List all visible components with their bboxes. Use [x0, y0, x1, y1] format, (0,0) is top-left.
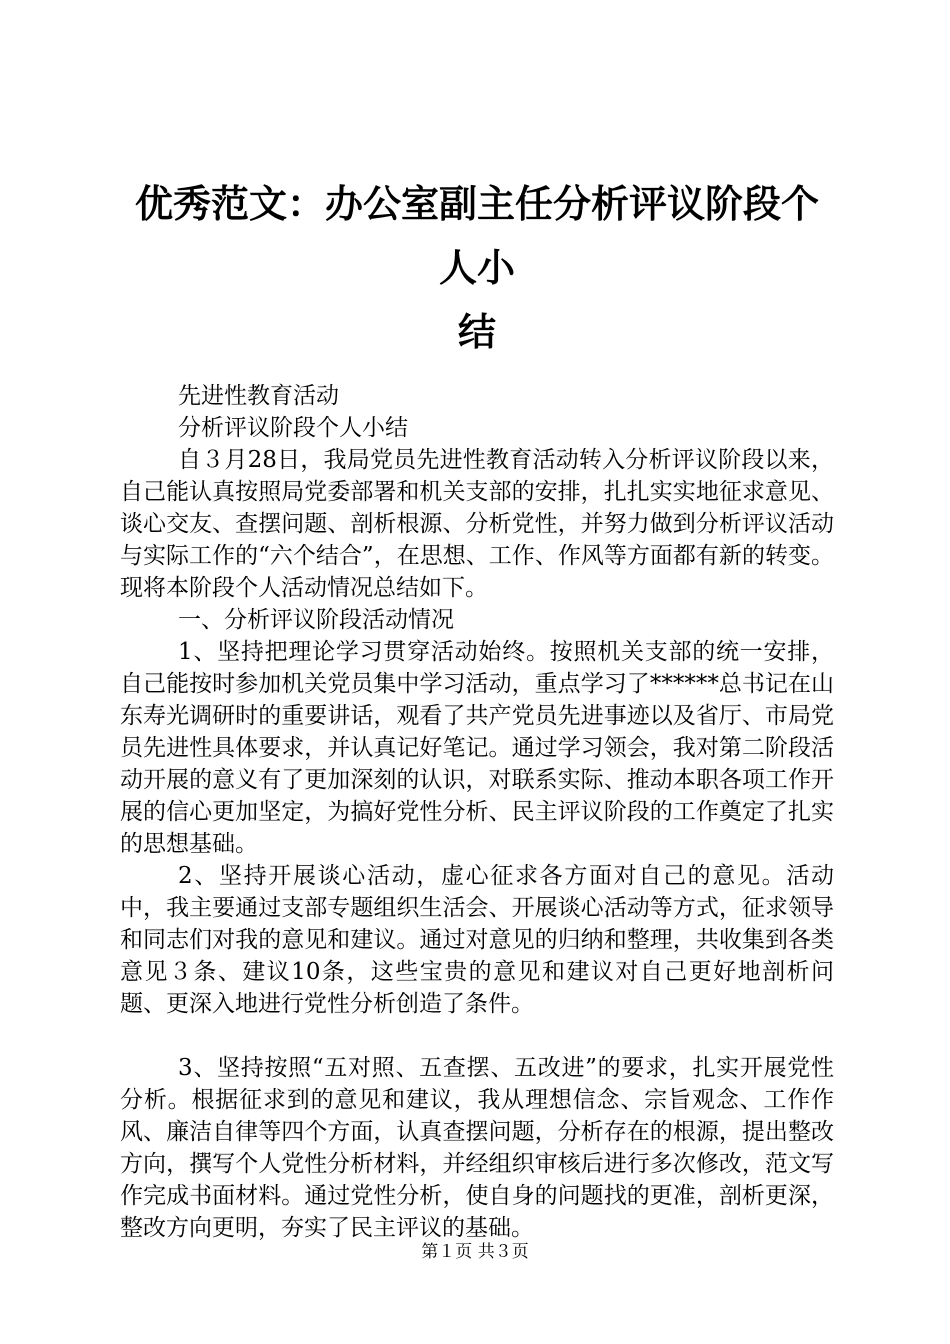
paragraph-heading-2: 分析评议阶段个人小结 [178, 415, 408, 441]
document-title [120, 0, 834, 364]
paragraph-item-2: 2、坚持开展谈心活动，虚心征求各方面对自己的意见。活动中，我主要通过支部专题组织生活会、开展谈心活动等方式，征求领导和同志们对我的意见和建议。通过对意见的归纳和整理，共收集到各类意见３条、建议10条，这些宝贵的意见和建议对自己更好地剖析问题、更深入地进行党性分析创造了条件。 [120, 863, 834, 1017]
paragraph-spacer [120, 1020, 834, 1052]
document-page [120, 0, 834, 1244]
paragraph-heading-1: 先进性教育活动 [178, 383, 339, 409]
title-line-1: 优秀范文：办公室副主任分析评议阶段个人小 [134, 181, 819, 290]
paragraph-item-1: 1、坚持把理论学习贯穿活动始终。按照机关支部的统一安排，自己能按时参加机关党员集中学习活动，重点学习了******总书记在山东寿光调研时的重要讲话，观看了共产党员先进事迹以及省厅、市局党员先进性具体要求，并认真记好笔记。通过学习领会，我对第二阶段活动开展的意义有了更加深刻的认识，对联系实际、推动本职各项工作开展的信心更加坚定，为搞好党性分析、民主评议阶段的工作奠定了扎实的思想基础。 [120, 639, 834, 857]
title-line-2: 结 [457, 309, 496, 354]
page-footer: 第１页 共３页 [421, 1242, 529, 1262]
paragraph-intro: 自３月28日，我局党员先进性教育活动转入分析评议阶段以来，自己能认真按照局党委部署和机关支部的安排，扎扎实实地征求意见、谈心交友、查摆问题、剖析根源、分析党性，并努力做到分析评议活动与实际工作的“六个结合”，在思想、工作、作风等方面都有新的转变。现将本阶段个人活动情况总结如下。 [120, 447, 834, 601]
section-heading: 一、分析评议阶段活动情况 [178, 607, 454, 633]
document-body [120, 380, 834, 1244]
paragraph-item-3: 3、坚持按照“五对照、五查摆、五改进”的要求，扎实开展党性分析。根据征求到的意见和建议，我从理想信念、宗旨观念、工作作风、廉洁自律等四个方面，认真查摆问题，分析存在的根源，提出整改方向，撰写个人党性分析材料，并经组织审核后进行多次修改，范文写作完成书面材料。通过党性分析，使自身的问题找的更准，剖析更深，整改方向更明，夯实了民主评议的基础。 [120, 1055, 834, 1241]
